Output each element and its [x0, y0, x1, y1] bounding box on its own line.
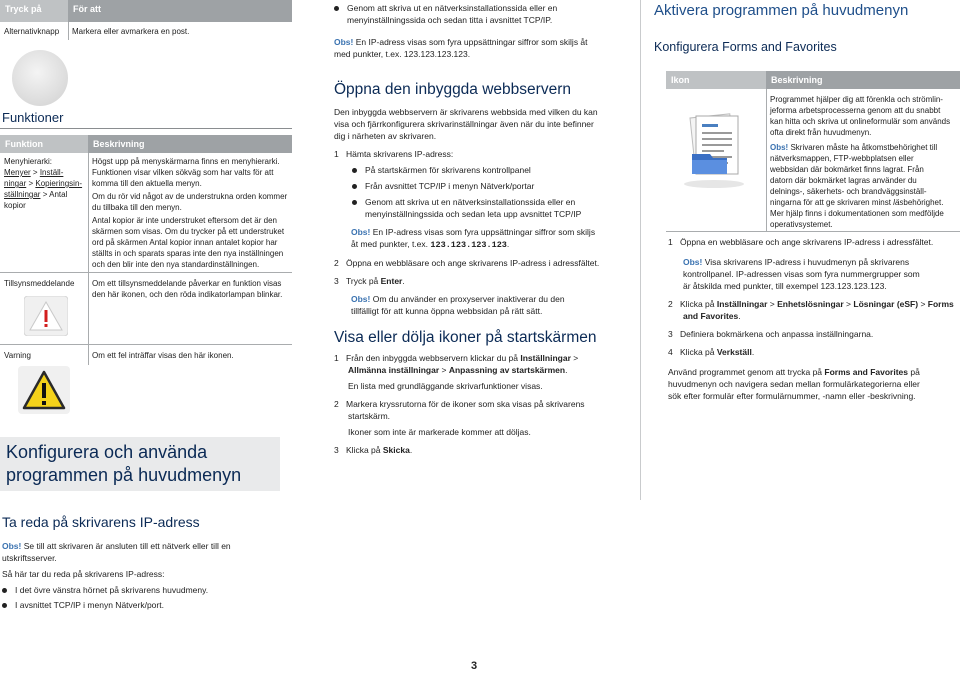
table-header-ikon: Ikon	[666, 71, 766, 89]
table-header-for-att: För att	[68, 0, 292, 22]
konfigurera-title: Konfigurera och använda programmen på huvudmenyn	[6, 442, 242, 485]
gray-circle-icon	[12, 50, 68, 106]
right-title: Aktivera programmen på huvudmenyn	[654, 2, 909, 19]
webserver-steps: 1 Hämta skrivarens IP-adress: På startskärmen för skrivarens kontrollpanel Från avsnittet TCP/IP i menyn Nätverk/portar Genom att skriva ut en nätverksinstallationssida eller en menyinställningssida och sedan leta upp avsnittet TCP/IP Obs! En IP-adress visas som fyra uppsättningar siffror som skiljs åt med punkter, t.ex. 123.123.123.123. 2 Öppna en webbläsare och ange skrivarens IP-adress i adressfältet. 3 Tryck på Enter. Obs! Om du använder en proxyserver inaktiverar du den tillfälligt för att kunna öppna webbsidan på rätt sätt.	[334, 149, 600, 316]
varning-description: Om ett fel inträffar visas den här ikonen.	[92, 351, 234, 360]
varning-key: Varning	[4, 351, 31, 360]
table-header-tryck: Tryck på	[0, 0, 68, 22]
webserver-title: Öppna den inbyggda webbservern	[334, 81, 571, 98]
tillsyn-key: Tillsynsmeddelande	[4, 279, 75, 288]
forms-description: Programmet hjälper dig att förenkla och strömlin- jeforma arbetsprocesserna genom att du snabbt kan hitta och skriva ut onlineformulär som används ofta direkt från huvudmenyn. Obs! Skrivaren måste ha åtkomstbehörighet till nätverksmappen, FTP-webbplatsen eller webbsidan där bokmärket finns lagrat. Från datorn där bokmärket lagras använder du delnings-, säkerhets- och brandväggsinställ- ningarna för att ge skrivaren minst läsbehörighet. Mer hjälp finns i dokumentationen som medföljde operativsystemet.	[770, 95, 951, 229]
middle-top-bullet: Genom att skriva ut en nätverksinstallationssida eller en menyinställningssida och sedan titta i avsnittet TCP/IP.	[334, 2, 624, 26]
hide-icons-title: Visa eller dölja ikoner på startskärmen	[334, 329, 597, 346]
ip-section-title: Ta reda på skrivarens IP-adress	[2, 514, 200, 530]
menyhierarki-description: Högst upp på menyskärmarna finns en menyhierarki. Funktionen visar vilken sökväg som har valts för att komma till den aktuella menyn. Om du rör vid något av de understrukna orden kommer du tillbaka till den menyn. Antal kopior är inte understruket eftersom det är den skärmen som visas. Om du trycker på ett understruket ord på skärmen Antal kopior innan antalet kopior har ställts in och sparats sparas inte den nya inställningen och den blir inte den nya standardinställningen.	[92, 157, 288, 269]
warning-icon	[18, 366, 70, 414]
menyhierarki-key: Menyhierarki: Menyer > Inställ- ningar > Kopieringsin- ställningar > Antal kopior	[4, 157, 83, 210]
tillsyn-description: Om ett tillsynsmeddelande påverkar en funktion visas den här ikonen, och den röda indikatorlampan blinkar.	[92, 279, 283, 299]
forms-and-favorites-icon	[672, 110, 756, 190]
table-header-beskrivning: Beskrivning	[88, 135, 292, 153]
webserver-intro: Den inbyggda webbservern är skrivarens webbsida med vilken du kan visa och fjärrkonfigurera skrivarinställningar även när du inte befinner dig i närheten av skrivaren.	[334, 107, 598, 141]
hide-icons-steps: 1 Från den inbyggda webbservern klickar du på Inställningar > Allmänna inställningar > Anpassning av startskärmen. En lista med grundläggande skrivarfunktioner visas. 2 Markera kryssrutorna för de ikoner som ska visas på skrivarens startskärm. Ikoner som inte är markerade kommer att döljas. 3 Klicka på Skicka.	[334, 353, 585, 455]
ip-section-body: Obs! Se till att skrivaren är ansluten till ett nätverk eller till en utskriftsserver. Så här tar du reda på skrivarens IP-adress: I det övre vänstra hörnet på skrivarens huvudmeny. I avsnittet TCP/IP i menyn Nätverk/port.	[2, 541, 231, 610]
table-header-beskrivning-right: Beskrivning	[766, 71, 960, 89]
middle-obs: Obs! En IP-adress visas som fyra uppsättningar siffror som skiljs åt med punkter, t.ex. 123.123.123.123.	[334, 37, 588, 59]
table-cell-value: Markera eller avmarkera en post.	[72, 27, 190, 36]
right-subtitle: Konfigurera Forms and Favorites	[654, 40, 837, 54]
page-number: 3	[471, 660, 478, 672]
table-header-funktion: Funktion	[0, 135, 88, 153]
table-cell-key: Alternativknapp	[4, 27, 60, 36]
right-steps: 1 Öppna en webbläsare och ange skrivarens IP-adress i adressfältet. Obs! Visa skrivarens IP-adress i huvudmenyn på skrivarens kontrollpanel. IP-adressen visas som fyra nummergrupper som är åtskilda med punkter, till exempel 123.123.123.123. 2 Klicka på Inställningar > Enhetslösningar > Lösningar (eSF) > Forms and Favorites. 3 Definiera bokmärkena och anpassa inställningarna. 4 Klicka på Verkställ.	[668, 237, 954, 357]
section-title-funktioner: Funktioner	[2, 110, 64, 125]
right-footer-paragraph: Använd programmet genom att trycka på Forms and Favorites på huvudmenyn och navigera sedan mellan formulärkategorierna eller sök efter formulär efter formulärnummer, -namn eller -beskrivning.	[668, 367, 920, 401]
attention-icon	[24, 296, 68, 336]
